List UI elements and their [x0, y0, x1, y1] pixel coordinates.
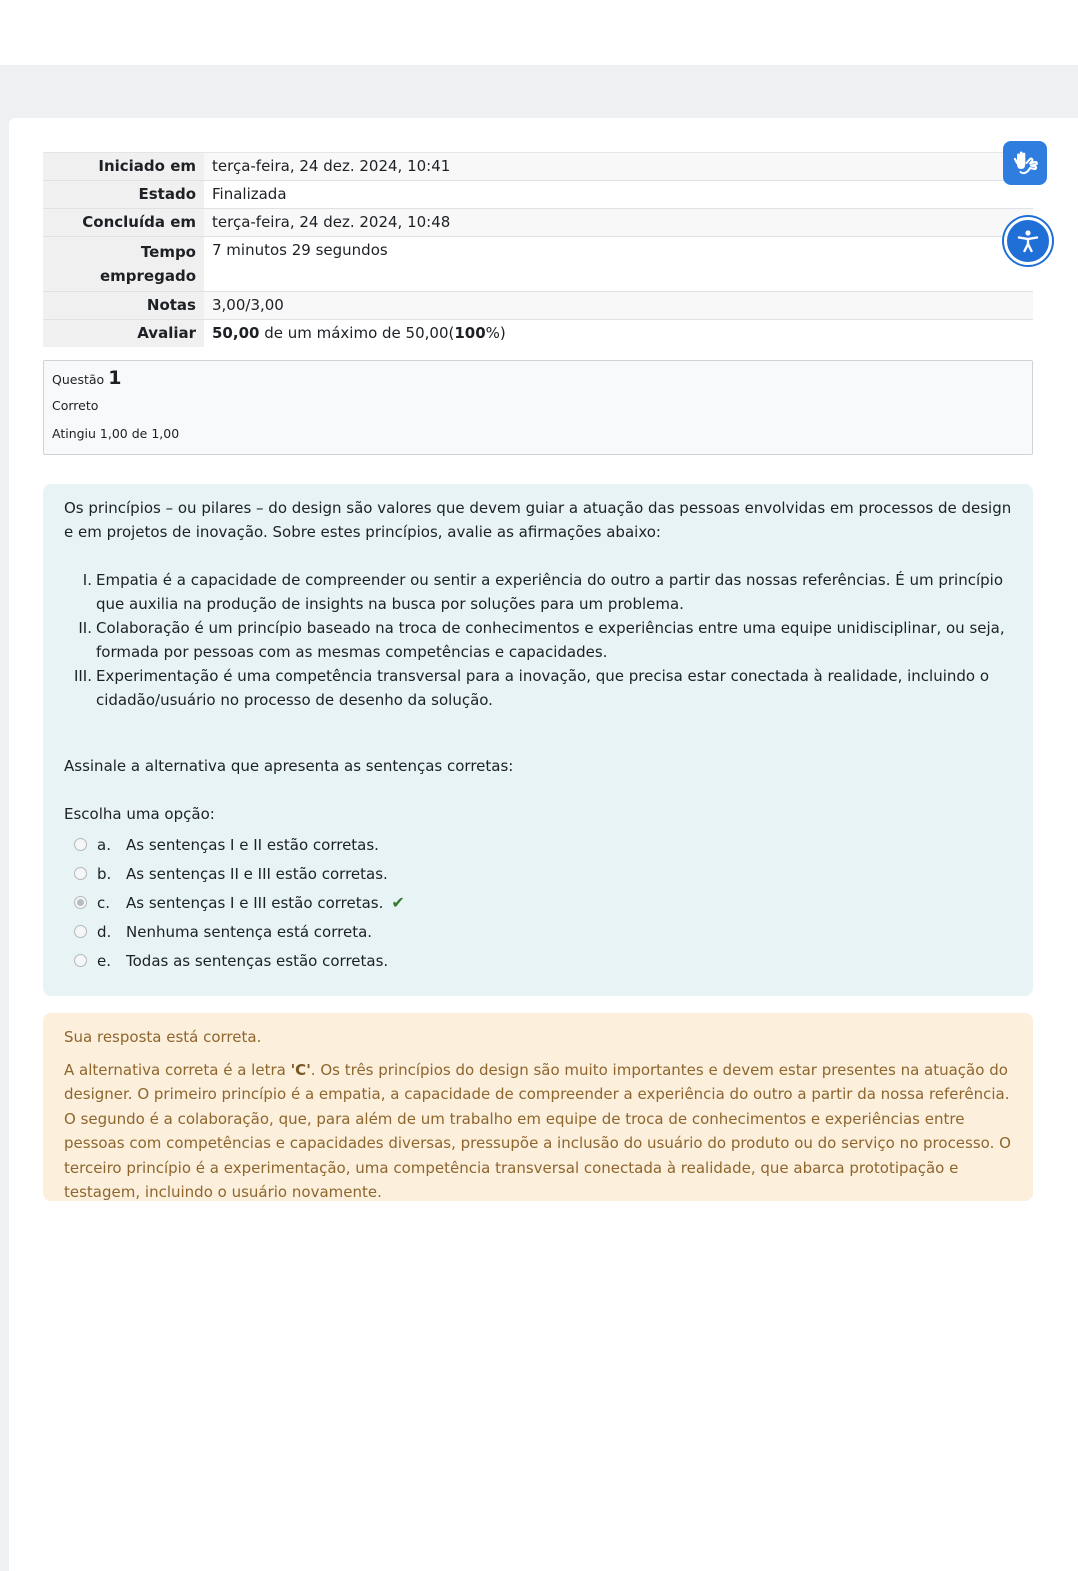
option-text: Nenhuma sentença está correta.: [126, 922, 373, 941]
vlibras-button[interactable]: [1003, 141, 1047, 185]
option-text: As sentenças I e III estão corretas.: [126, 893, 384, 912]
summary-label: Avaliar: [43, 320, 204, 348]
option-letter: d.: [97, 922, 112, 941]
summary-label: Estado: [43, 181, 204, 209]
summary-value: Finalizada: [204, 181, 1033, 209]
grade-score: 50,00: [212, 324, 260, 342]
answer-option-b[interactable]: [64, 859, 1012, 888]
question-mark: Atingiu 1,00 de 1,00: [52, 426, 180, 441]
summary-value: terça-feira, 24 dez. 2024, 10:48: [204, 209, 1033, 237]
summary-value: 7 minutos 29 segundos: [204, 237, 1033, 292]
option-letter: a.: [97, 835, 111, 854]
radio-button-selected[interactable]: [74, 896, 87, 909]
question-number: [52, 367, 1024, 389]
accessibility-button[interactable]: [1004, 217, 1052, 265]
statement-item: [73, 664, 1012, 712]
grade-end: %): [485, 324, 506, 342]
summary-row-time-taken: [43, 237, 1033, 292]
radio-button[interactable]: [74, 867, 87, 880]
feedback-post: . Os três princípios do design são muito importantes e devem estar presentes na atuação do designer. O primeiro princípio é a empatia, a capacidade de compreender a experiência do outro a partir da nossa referência. O segundo é a colaboração, que, para além de um trabalho em equipe de troca de conhecimentos e experiências entre pessoas com competências e capacidades diversas, pressupõe a inclusão do usuário do produto ou do serviço no processo. O terceiro princípio é a experimentação, uma competência transversal conectada à realidade, que abarca prototipação e testagem, incluindo o usuário novamente.: [64, 1060, 1011, 1201]
summary-label: Notas: [43, 292, 204, 320]
statement-text: Empatia é a capacidade de compreender ou sentir a experiência do outro a partir das nossas referências. É um princípio que auxilia na produção de insights na busca por soluções para um problema.: [96, 571, 1004, 613]
answer-option-d[interactable]: [64, 917, 1012, 946]
sign-language-hands-icon: [1011, 150, 1039, 176]
feedback-box: [43, 1013, 1033, 1201]
summary-label: Iniciado em: [43, 153, 204, 181]
statement-item: [78, 616, 1012, 664]
option-letter: b.: [97, 864, 112, 883]
question-intro: Os princípios – ou pilares – do design são valores que devem guiar a atuação das pessoas envolvidas em processos de design e em projetos de inovação. Sobre estes princípios, avalie as afirmações abaixo:: [64, 499, 1012, 541]
statement-text: Colaboração é um princípio baseado na troca de conhecimentos e experiências entre uma equipe unidisciplinar, ou seja, formada por pessoas com as mesmas competências e capacidades.: [96, 619, 1005, 661]
accessibility-person-icon: [1015, 228, 1041, 254]
answer-option-e[interactable]: [64, 946, 1012, 975]
statement-numeral: I.: [82, 571, 92, 589]
question-ask: Assinale a alternativa que apresenta as sentenças corretas:: [64, 757, 514, 775]
radio-button[interactable]: [74, 838, 87, 851]
summary-row-completed: [43, 209, 1033, 237]
summary-row-marks: [43, 292, 1033, 320]
correct-check-icon: ✔: [391, 892, 405, 912]
radio-button[interactable]: [74, 925, 87, 938]
summary-label: Tempo empregado: [43, 237, 204, 292]
answer-option-c[interactable]: [64, 888, 1012, 917]
summary-label: Concluída em: [43, 209, 204, 237]
grade-percent: 100: [454, 324, 486, 342]
summary-value: 3,00/3,00: [204, 292, 1033, 320]
answer-option-a[interactable]: [64, 830, 1012, 859]
radio-button[interactable]: [74, 954, 87, 967]
statement-item: [82, 568, 1012, 616]
option-text: Todas as sentenças estão corretas.: [126, 951, 389, 970]
statement-numeral: II.: [78, 619, 92, 637]
option-text: As sentenças I e II estão corretas.: [126, 835, 379, 854]
summary-value: terça-feira, 24 dez. 2024, 10:41: [204, 153, 1033, 181]
statement-list: [73, 568, 1012, 712]
statement-numeral: III.: [73, 667, 92, 685]
answer-options: [64, 830, 1012, 975]
feedback-letter: 'C': [290, 1060, 311, 1079]
question-formulation: [43, 484, 1033, 996]
attempt-summary-table: [43, 152, 1033, 347]
option-text: As sentenças II e III estão corretas.: [126, 864, 388, 883]
feedback-explanation: [64, 1058, 1012, 1205]
summary-row-grade: [43, 320, 1033, 348]
summary-row-state: [43, 181, 1033, 209]
option-letter: c.: [97, 893, 111, 912]
option-letter: e.: [97, 951, 111, 970]
summary-row-started: [43, 153, 1033, 181]
question-number-value: 1: [108, 367, 122, 389]
statement-text: Experimentação é uma competência transversal para a inovação, que precisa estar conectada à realidade, incluindo o cidadão/usuário no processo de desenho da solução.: [96, 667, 990, 709]
question-info-box: [43, 360, 1033, 455]
grade-middle: de um máximo de 50,00(: [259, 324, 455, 342]
question-prefix: Questão: [52, 372, 105, 387]
feedback-pre: A alternativa correta é a letra: [64, 1060, 291, 1079]
choose-option-prompt: Escolha uma opção:: [64, 805, 215, 823]
top-navbar: [0, 0, 1078, 65]
grade-value: [204, 320, 1033, 348]
feedback-status: Sua resposta está correta.: [64, 1028, 262, 1046]
question-state: Correto: [52, 398, 99, 413]
